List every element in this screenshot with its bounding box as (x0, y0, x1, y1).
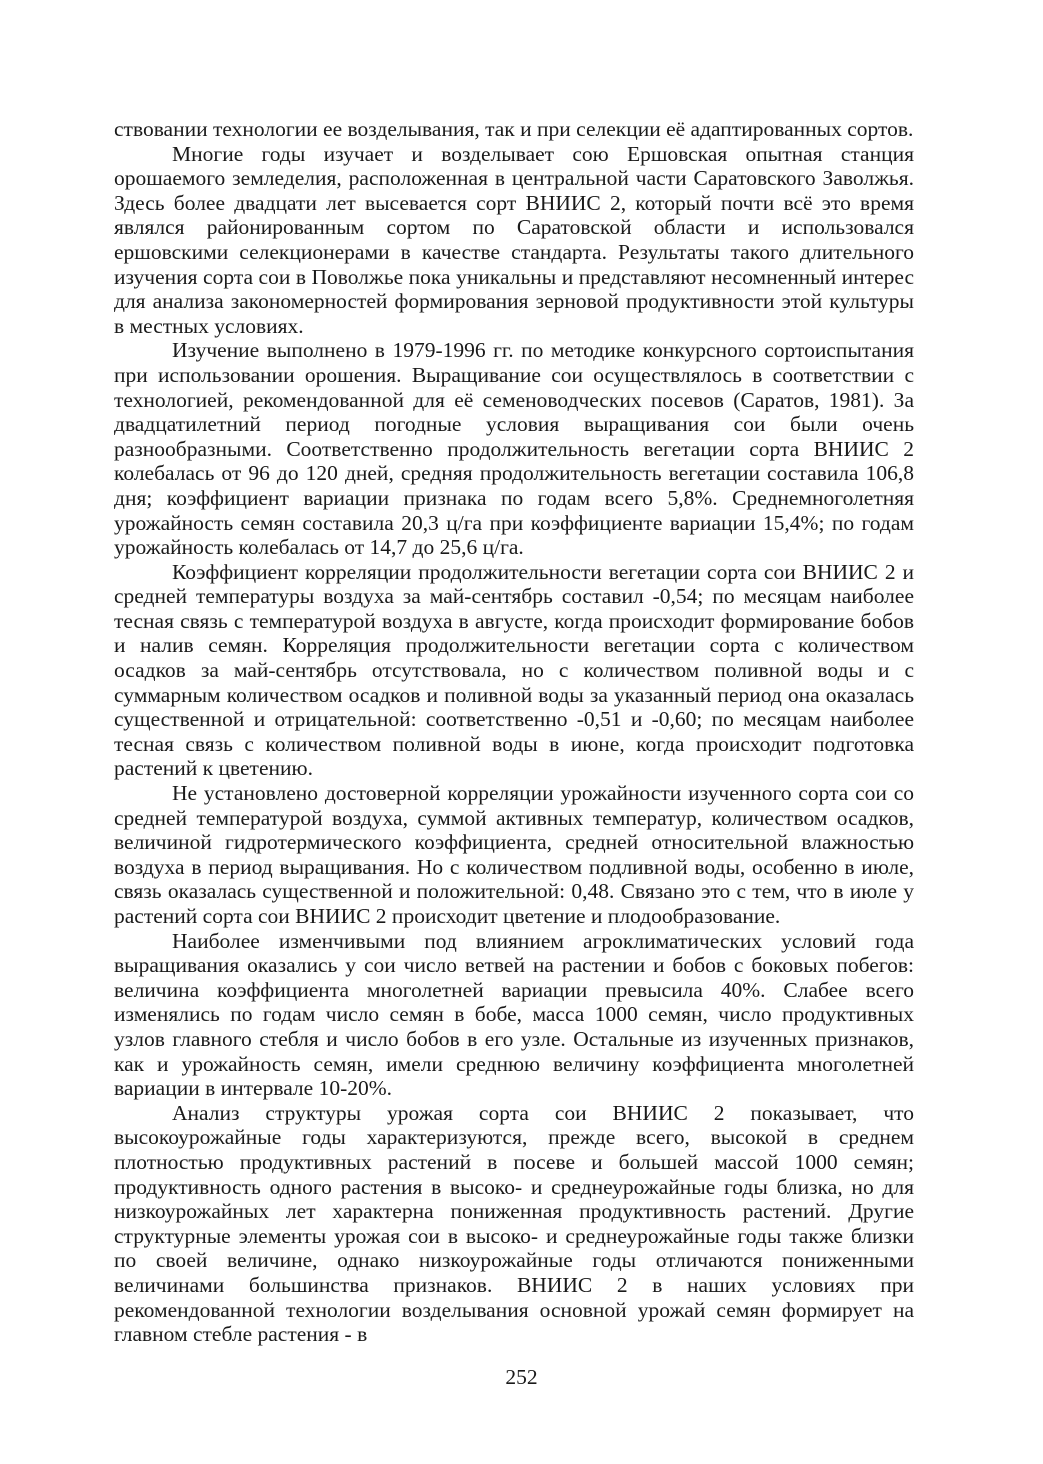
paragraph-yield-correlation: Не установлено достоверной корреляции урожайности изученного сорта сои со средней температурой воздуха, суммой активных температур, количеством осадков, величиной гидротермического коэффициента, средней относительной влажностью воздуха в период выращивания. Но с количеством подливной воды, особенно в июле, связь оказалась существенной и положительной: 0,48. Связано это с тем, что в июле у растений сорта сои ВНИИС 2 происходит цветение и плодообразование. (114, 781, 914, 928)
paragraph-vegetation-correlation: Коэффициент корреляции продолжительности вегетации сорта сои ВНИИС 2 и средней температуры воздуха за май-сентябрь составил -0,54; по месяцам наиболее тесная связь с температурой воздуха в августе, когда происходит формирование бобов и налив семян. Корреляция продолжительности вегетации сорта с количеством осадков за май-сентябрь отсутствовала, но с количеством поливной воды и с суммарным количеством осадков и поливной воды за указанный период она оказалась существенной и отрицательной: соответственно -0,51 и -0,60; по месяцам наиболее тесная связь с количеством поливной воды в июне, когда происходит подготовка растений к цветению. (114, 559, 914, 781)
paragraph-study-method: Изучение выполнено в 1979-1996 гг. по методике конкурсного сортоиспытания при использовании орошения. Выращивание сои осуществлялось в соответствии с технологией, рекомендованной для её семеноводческих посевов (Саратов, 1981). За двадцатилетний период погодные условия выращивания сои были очень разнообразными. Соответственно продолжительность вегетации сорта ВНИИС 2 колебалась от 96 до 120 дней, средняя продолжительность вегетации составила 106,8 дня; коэффициент вариации признака по годам всего 5,8%. Среднемноголетняя урожайность семян составила 20,3 ц/га при коэффициенте вариации 15,4%; по годам урожайность колебалась от 14,7 до 25,6 ц/га. (114, 338, 914, 560)
paragraph-continuation: ствовании технологии ее возделывания, так и при селекции её адаптированных сортов. (114, 117, 914, 141)
page-body (114, 117, 914, 1347)
paragraph-yield-structure: Анализ структуры урожая сорта сои ВНИИС 2 показывает, что высокоурожайные годы характеризуются, прежде всего, высокой в среднем плотностью продуктивных растений в посеве и большей массой 1000 семян; продуктивность одного растения в высоко- и среднеурожайные годы близка, но для низкоурожайных лет характерна пониженная продуктивность растений. Другие структурные элементы урожая сои в высоко- и среднеурожайные годы также близки по своей величине, однако низкоурожайные годы отличаются пониженными величинами большинства признаков. ВНИИС 2 в наших условиях при рекомендованной технологии возделывания основной урожай семян формирует на главном стебле растения - в (114, 1100, 914, 1347)
page-number: 252 (505, 1365, 538, 1389)
paragraph-ershov-station: Многие годы изучает и возделывает сою Ершовская опытная станция орошаемого земледелия, расположенная в центральной части Саратовского Заволжья. Здесь более двадцати лет высевается сорт ВНИИС 2, который почти всё это время являлся районированным сортом по Саратовской области и использовался ершовскими селекционерами в качестве стандарта. Результаты такого длительного изучения сорта сои в Поволжье пока уникальны и представляют несомненный интерес для анализа закономерностей формирования зерновой продуктивности этой культуры в местных условиях. (114, 141, 914, 338)
paragraph-variability: Наиболее изменчивыми под влиянием агроклиматических условий года выращивания оказались у сои число ветвей на растении и бобов с боковых побегов: величина коэффициента многолетней вариации превысила 40%. Слабее всего изменялись по годам число семян в бобе, масса 1000 семян, число продуктивных узлов главного стебля и число бобов в его узле. Остальные из изученных признаков, как и урожайность семян, имели среднюю величину коэффициента многолетней вариации в интервале 10-20%. (114, 928, 914, 1101)
